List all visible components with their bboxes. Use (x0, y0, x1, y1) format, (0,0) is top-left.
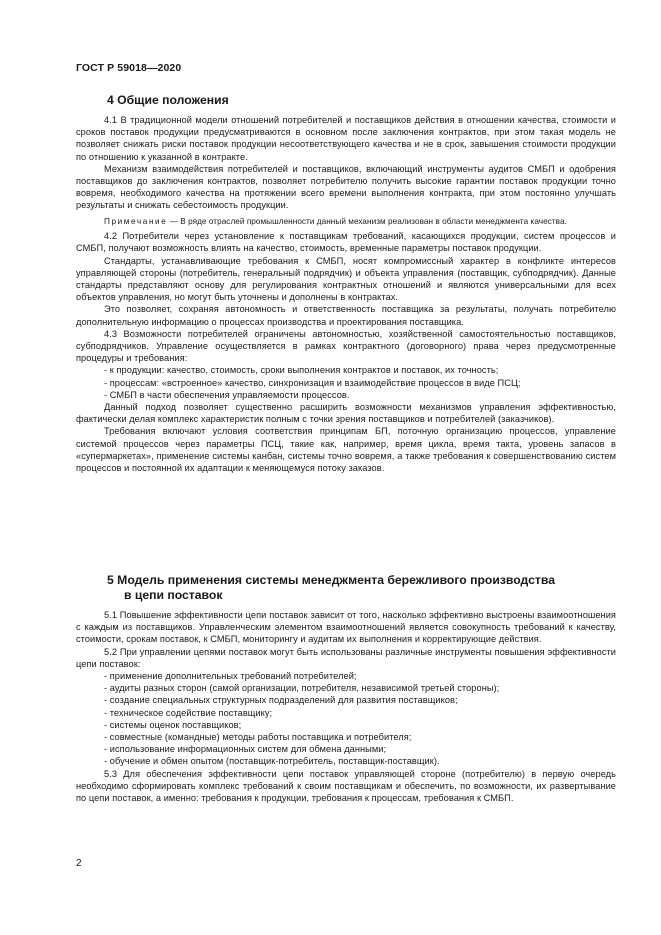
list-item: - системы оценок поставщиков; (104, 719, 242, 730)
page-number: 2 (76, 858, 82, 869)
paragraph-4-2: 4.2 Потребители через установление к поставщикам требований, касающихся продукции, систем процессов и СМБП, получают возможность влиять на качество, стоимость, временные параметры поставок продукции. (76, 231, 616, 254)
list-item: - использование информационных систем для обмена данными; (104, 744, 387, 755)
section-5 (76, 573, 616, 804)
list-item: - техническое содействие поставщику; (104, 707, 273, 718)
note-label: Примечание (104, 216, 168, 226)
list-item: - к продукции: качество, стоимость, сроки выполнения контрактов и поставок, их точность; (104, 365, 499, 376)
section-5-heading-line2: в цепи поставок (124, 588, 223, 602)
list-item: - создание специальных структурных подразделений для развития поставщиков; (104, 695, 458, 706)
section-4 (76, 93, 616, 474)
list-item: - аудиты разных сторон (самой организации, потребителя, независимой третьей стороны); (104, 683, 500, 694)
list-item: - СМБП в части обеспечения управляемости процессов. (104, 389, 350, 400)
paragraph-5-1: 5.1 Повышение эффективности цепи поставок зависит от того, насколько эффективно выстроены взаимоотношения с каждым из поставщиков. Управленческим элементом взаимоотношений является совокупность требований к качеству, стоимости, срокам поставок, к СМБП, мониторингу и аудитам их выполнения и корректирующие действия. (76, 610, 616, 645)
paragraph-5-2: 5.2 При управлении цепями поставок могут быть использованы различные инструменты повышения эффективности цепи поставок: (76, 646, 616, 669)
section-5-heading-line1: 5 Модель применения системы менеджмента бережливого производства (107, 573, 555, 587)
list-item: - совместные (командные) методы работы поставщика и потребителя; (104, 732, 412, 743)
paragraph-4-1: 4.1 В традиционной модели отношений потребителей и поставщиков действия в отношении качества, стоимости и сроков поставок продукции предусматриваются в основном после заключения контрактов, при этом такая модель не позволяет снижать риски поставок продукции несоответствующего качества и не в срок, завышения стоимости продукции по отношению к указанной в контракте. (76, 115, 616, 162)
document-header: ГОСТ Р 59018—2020 (76, 62, 182, 74)
section-4-heading: 4 Общие положения (107, 93, 229, 107)
paragraph-4-3-requirements: Требования включают условия соответствия принципам БП, поточную организацию процессов, управление системой процессов через параметры ПСЦ, такие как, например, время цикла, время такта, уровень запасов в «супермаркетах», применение системы канбан, системы точно вовремя, а также требования к совершенствованию систем процессов и постоянной их адаптации к меняющемуся потоку заказов. (76, 426, 616, 473)
paragraph-4-3-approach: Данный подход позволяет существенно расширить возможности механизмов управления эффективностью, фактически делая комплекс характеристик полным с точки зрения поставщиков и потребителей (заказчиков). (76, 401, 616, 425)
paragraph-4-1-mechanism: Механизм взаимодействия потребителей и поставщиков, включающий инструменты аудитов СМБП и одобрения поставщиков до заключения контрактов, позволяет потребителю получить высокие гарантии поставок продукции точно вовремя, необходимого качества на протяжении всего времени выполнения контракта, при этом постоянно улучшать результаты и снижать себестоимость продукции. (76, 163, 616, 211)
list-item: - применение дополнительных требований потребителей; (104, 671, 357, 682)
paragraph-4-3: 4.3 Возможности потребителей ограничены автономностью, хозяйственной самостоятельностью поставщиков, субподрядчиков. Управление осуществляется в рамках контрактного (договорного) права через предусмотренные процедуры и требования: (76, 328, 616, 364)
list-item: - обучение и обмен опытом (поставщик-потребитель, поставщик-поставщик). (104, 756, 440, 767)
paragraph-5-3: 5.3 Для обеспечения эффективности цепи поставок управляющей стороне (потребителю) в первую очередь необходимо сформировать комплекс требований к своим поставщикам и обеспечить, по возможности, их развертывание по цепи поставок, а именно: требования к продукции, требования к процессам, требования к СМБП. (76, 768, 616, 804)
paragraph-4-2-autonomy: Это позволяет, сохраняя автономность и ответственность поставщика за результаты, получать потребителю дополнительную информацию о процессах производства и проектирования поставщика. (76, 304, 616, 327)
note (76, 216, 616, 228)
note-text: — В ряде отраслей промышленности данный механизм реализован в области менеджмента качества. (167, 216, 567, 226)
paragraph-4-2-standards: Стандарты, устанавливающие требования к СМБП, носят компромиссный характер в конфликте интересов управляющей стороны (потребитель, генеральный подрядчик) и объекта управления (поставщик, субподрядчик). Данные стандарты представляют основу для регулирования контрактных отношений и являются универсальными для всех объектов управления, но могут быть уточнены и дополнены в контрактах. (76, 255, 616, 303)
section-5-heading (76, 573, 616, 603)
document-page (76, 0, 616, 935)
list-item: - процессам: «встроенное» качество, синхронизация и взаимодействие процессов в виде ПСЦ; (104, 377, 521, 388)
